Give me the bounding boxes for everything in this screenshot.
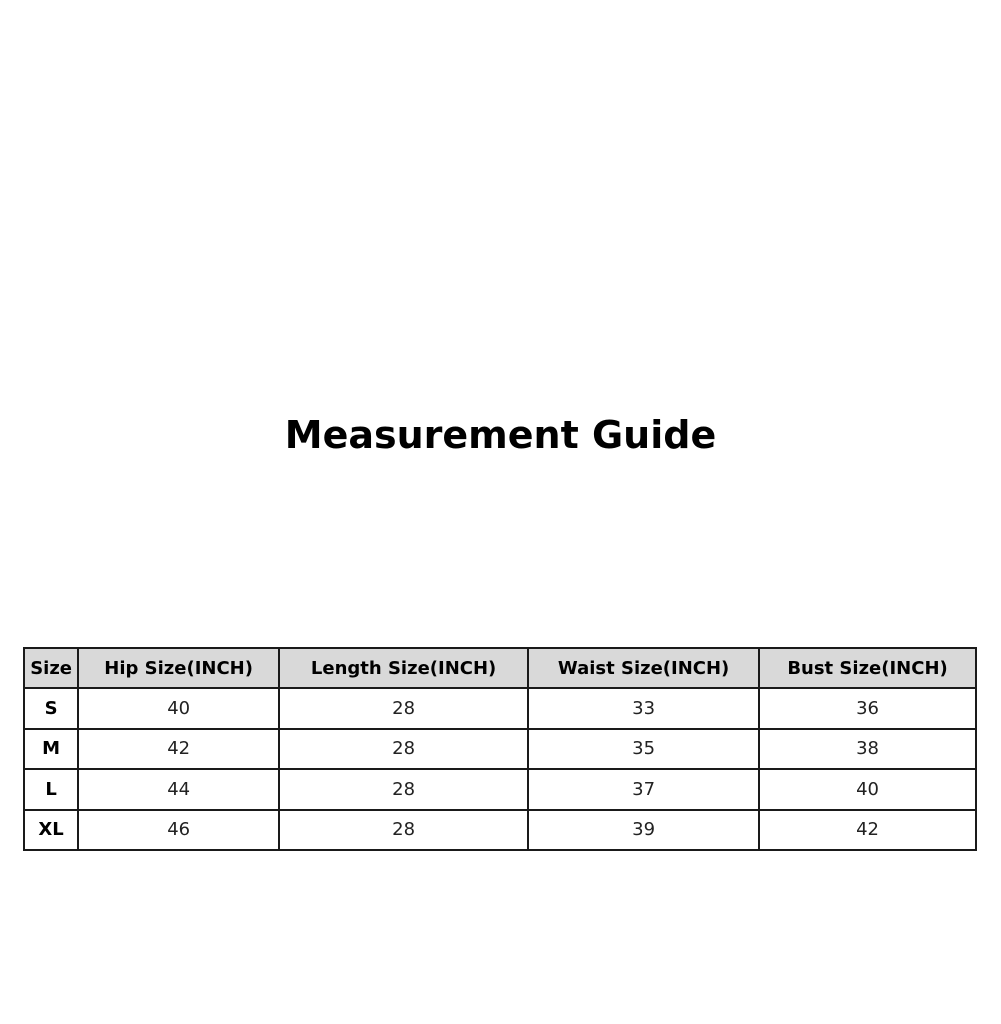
bust-value: 42 [759,810,976,851]
header-row [24,648,976,688]
table-body [24,688,976,850]
table-row [24,688,976,729]
hip-value: 42 [78,729,279,770]
table-header [24,648,976,688]
header-size: Size [24,648,78,688]
size-label: M [24,729,78,770]
waist-value: 39 [528,810,759,851]
waist-value: 33 [528,688,759,729]
bust-value: 40 [759,769,976,810]
size-label: XL [24,810,78,851]
header-length-size: Length Size(INCH) [279,648,528,688]
length-value: 28 [279,810,528,851]
measurement-table [23,647,977,851]
table-row [24,810,976,851]
header-hip-size: Hip Size(INCH) [78,648,279,688]
length-value: 28 [279,688,528,729]
waist-value: 37 [528,769,759,810]
table-row [24,729,976,770]
size-label: L [24,769,78,810]
page-title: Measurement Guide [284,413,717,457]
bust-value: 36 [759,688,976,729]
length-value: 28 [279,769,528,810]
hip-value: 46 [78,810,279,851]
bust-value: 38 [759,729,976,770]
waist-value: 35 [528,729,759,770]
header-bust-size: Bust Size(INCH) [759,648,976,688]
hip-value: 40 [78,688,279,729]
hip-value: 44 [78,769,279,810]
table-row [24,769,976,810]
length-value: 28 [279,729,528,770]
size-label: S [24,688,78,729]
header-waist-size: Waist Size(INCH) [528,648,759,688]
